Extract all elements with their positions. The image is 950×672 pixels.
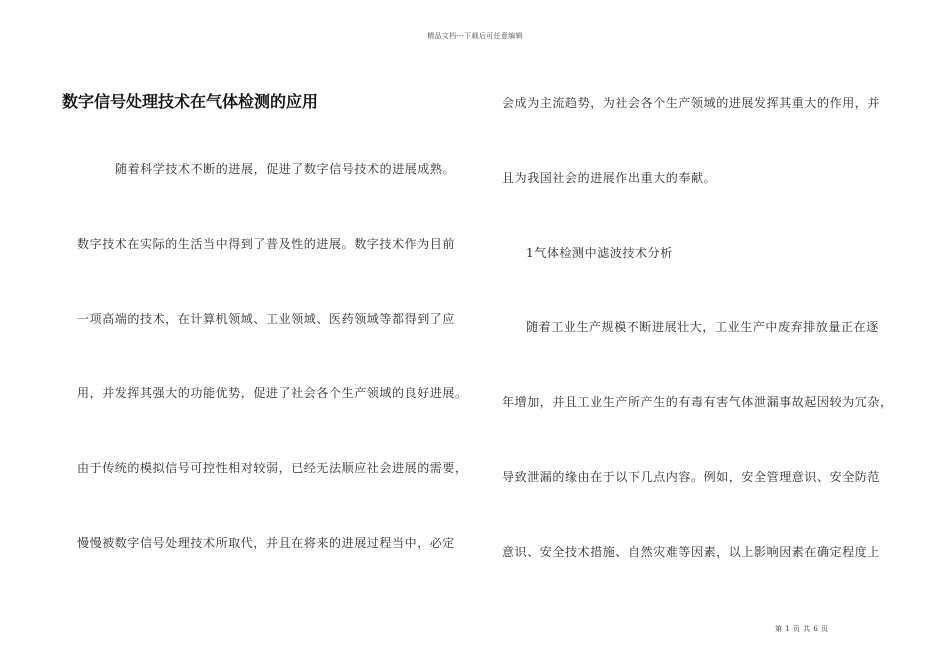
paragraph-line: 随着工业生产规模不断进展壮大，工业生产中废弃排放量正在逐 — [526, 320, 879, 334]
paragraph-line: 年增加，并且工业生产所产生的有毒有害气体泄漏事故起因较为冗杂， — [502, 395, 893, 409]
paragraph-line: 会成为主流趋势，为社会各个生产领域的进展发挥其重大的作用，并 — [502, 96, 881, 110]
paragraph-line: 用，并发挥其强大的功能优势，促进了社会各个生产领域的良好进展。 — [77, 386, 468, 400]
paragraph-line: 数字技术在实际的生活当中得到了普及性的进展。数字技术作为目前 — [77, 237, 456, 251]
paragraph-line: 且为我国社会的进展作出重大的奉献。 — [502, 171, 717, 185]
paragraph-line: 慢慢被数字信号处理技术所取代，并且在将来的进展过程当中，必定 — [77, 536, 456, 550]
paragraph-line: 导致泄漏的缘由在于以下几点内容。例如，安全管理意识、安全防范 — [502, 470, 881, 484]
page-number: 第 1 页 共 6 页 — [775, 625, 829, 633]
paragraph-line: 随着科学技术不断的进展，促进了数字信号技术的进展成熟。 — [115, 162, 456, 176]
section-heading: 1气体检测中滤波技术分析 — [526, 246, 673, 260]
paragraph-line: 由于传统的模拟信号可控性相对较弱，已经无法顺应社会进展的需要， — [77, 461, 468, 475]
document-title: 数字信号处理技术在气体检测的应用 — [62, 92, 319, 111]
paragraph-line: 意识、安全技术措施、自然灾难等因素，以上影响因素在确定程度上 — [502, 545, 881, 559]
paragraph-line: 一项高端的技术，在计算机领域、工业领域、医药领域等都得到了应 — [77, 312, 456, 326]
header-note: 精品文档---下载后可任意编辑 — [427, 32, 523, 40]
